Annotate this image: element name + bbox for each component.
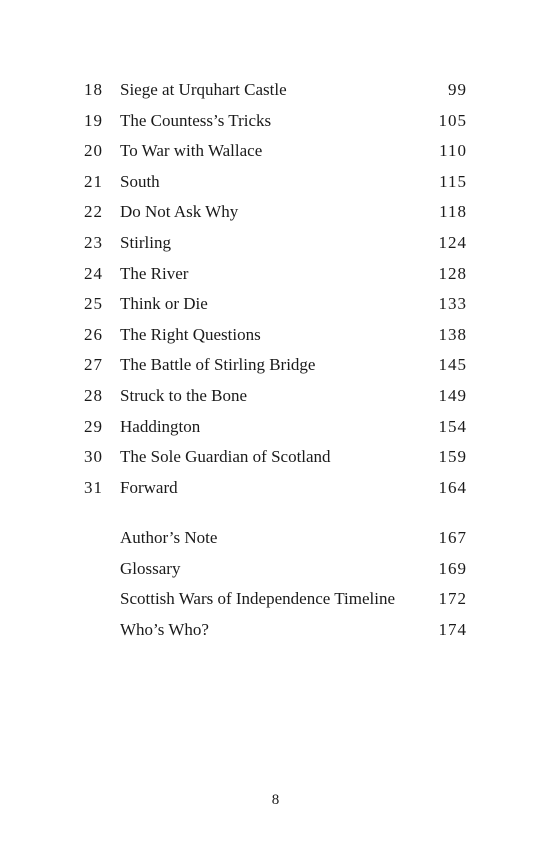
toc-entry[interactable]: [0, 109, 551, 140]
toc-entry[interactable]: [0, 587, 551, 618]
toc-entry[interactable]: [0, 445, 551, 476]
chapter-title: Haddington: [120, 416, 201, 436]
back-matter-page: 167: [438, 528, 467, 547]
chapter-page: 138: [438, 324, 467, 344]
back-matter-list: [0, 526, 551, 648]
chapter-title: The Right Questions: [120, 324, 261, 344]
chapter-number: 30: [84, 447, 103, 467]
toc-entry[interactable]: [0, 415, 551, 446]
chapter-title: To War with Wallace: [120, 141, 263, 161]
toc-entry[interactable]: [0, 139, 551, 170]
chapter-page: 128: [438, 263, 467, 283]
chapter-number: 31: [84, 477, 103, 497]
toc-entry[interactable]: [0, 384, 551, 415]
chapter-number: 21: [84, 171, 103, 191]
chapter-page: 118: [439, 202, 467, 222]
chapter-title: Stirling: [120, 232, 172, 252]
chapter-title: The Countess’s Tricks: [120, 110, 272, 130]
toc-entry[interactable]: [0, 231, 551, 262]
chapter-page: 149: [438, 385, 467, 405]
chapter-page: 154: [438, 416, 467, 436]
back-matter-title: Scottish Wars of Independence Timeline: [120, 589, 395, 609]
chapter-number: 27: [84, 355, 103, 375]
toc-entry[interactable]: [0, 200, 551, 231]
toc-entry[interactable]: [0, 526, 551, 557]
back-matter-title: Who’s Who?: [120, 619, 209, 639]
chapter-number: 28: [84, 385, 103, 405]
chapter-page: 110: [439, 141, 467, 161]
chapter-title: Struck to the Bone: [120, 385, 248, 405]
back-matter-page: 169: [438, 558, 467, 578]
toc-entry[interactable]: [0, 476, 551, 507]
chapter-number: 25: [84, 294, 103, 314]
chapter-page: 133: [438, 294, 467, 314]
chapter-page: 115: [439, 171, 467, 191]
chapter-page: 145: [438, 355, 467, 375]
chapter-number: 20: [84, 141, 103, 161]
toc-entry[interactable]: [0, 323, 551, 354]
chapter-number: 18: [84, 80, 103, 99]
chapter-page: 99: [448, 80, 467, 99]
chapter-number: 19: [84, 110, 103, 130]
back-matter-title: Glossary: [120, 558, 181, 578]
page-number: 8: [271, 792, 280, 808]
chapter-title: Forward: [120, 477, 178, 497]
chapter-title: Do Not Ask Why: [120, 202, 239, 222]
chapter-page: 159: [438, 447, 467, 467]
chapter-list: [0, 78, 551, 506]
back-matter-title: Author’s Note: [120, 528, 218, 547]
toc-entry[interactable]: [0, 170, 551, 201]
back-matter-page: 174: [438, 619, 467, 639]
chapter-number: 22: [84, 202, 103, 222]
chapter-number: 29: [84, 416, 103, 436]
toc-entry[interactable]: [0, 262, 551, 293]
toc-entry[interactable]: [0, 292, 551, 323]
chapter-title: Siege at Urquhart Castle: [120, 80, 287, 99]
chapter-title: Think or Die: [120, 294, 208, 314]
chapter-page: 105: [438, 110, 467, 130]
chapter-title: The Sole Guardian of Scotland: [120, 447, 331, 467]
chapter-title: The River: [120, 263, 189, 283]
toc-entry[interactable]: [0, 557, 551, 588]
chapter-title: The Battle of Stirling Bridge: [120, 355, 316, 375]
toc-entry[interactable]: [0, 618, 551, 649]
chapter-number: 24: [84, 263, 103, 283]
toc-entry[interactable]: [0, 78, 551, 109]
chapter-number: 23: [84, 232, 103, 252]
toc-entry[interactable]: [0, 353, 551, 384]
chapter-page: 124: [438, 232, 467, 252]
chapter-page: 164: [438, 477, 467, 497]
chapter-number: 26: [84, 324, 103, 344]
chapter-title: South: [120, 171, 160, 191]
back-matter-page: 172: [438, 589, 467, 609]
